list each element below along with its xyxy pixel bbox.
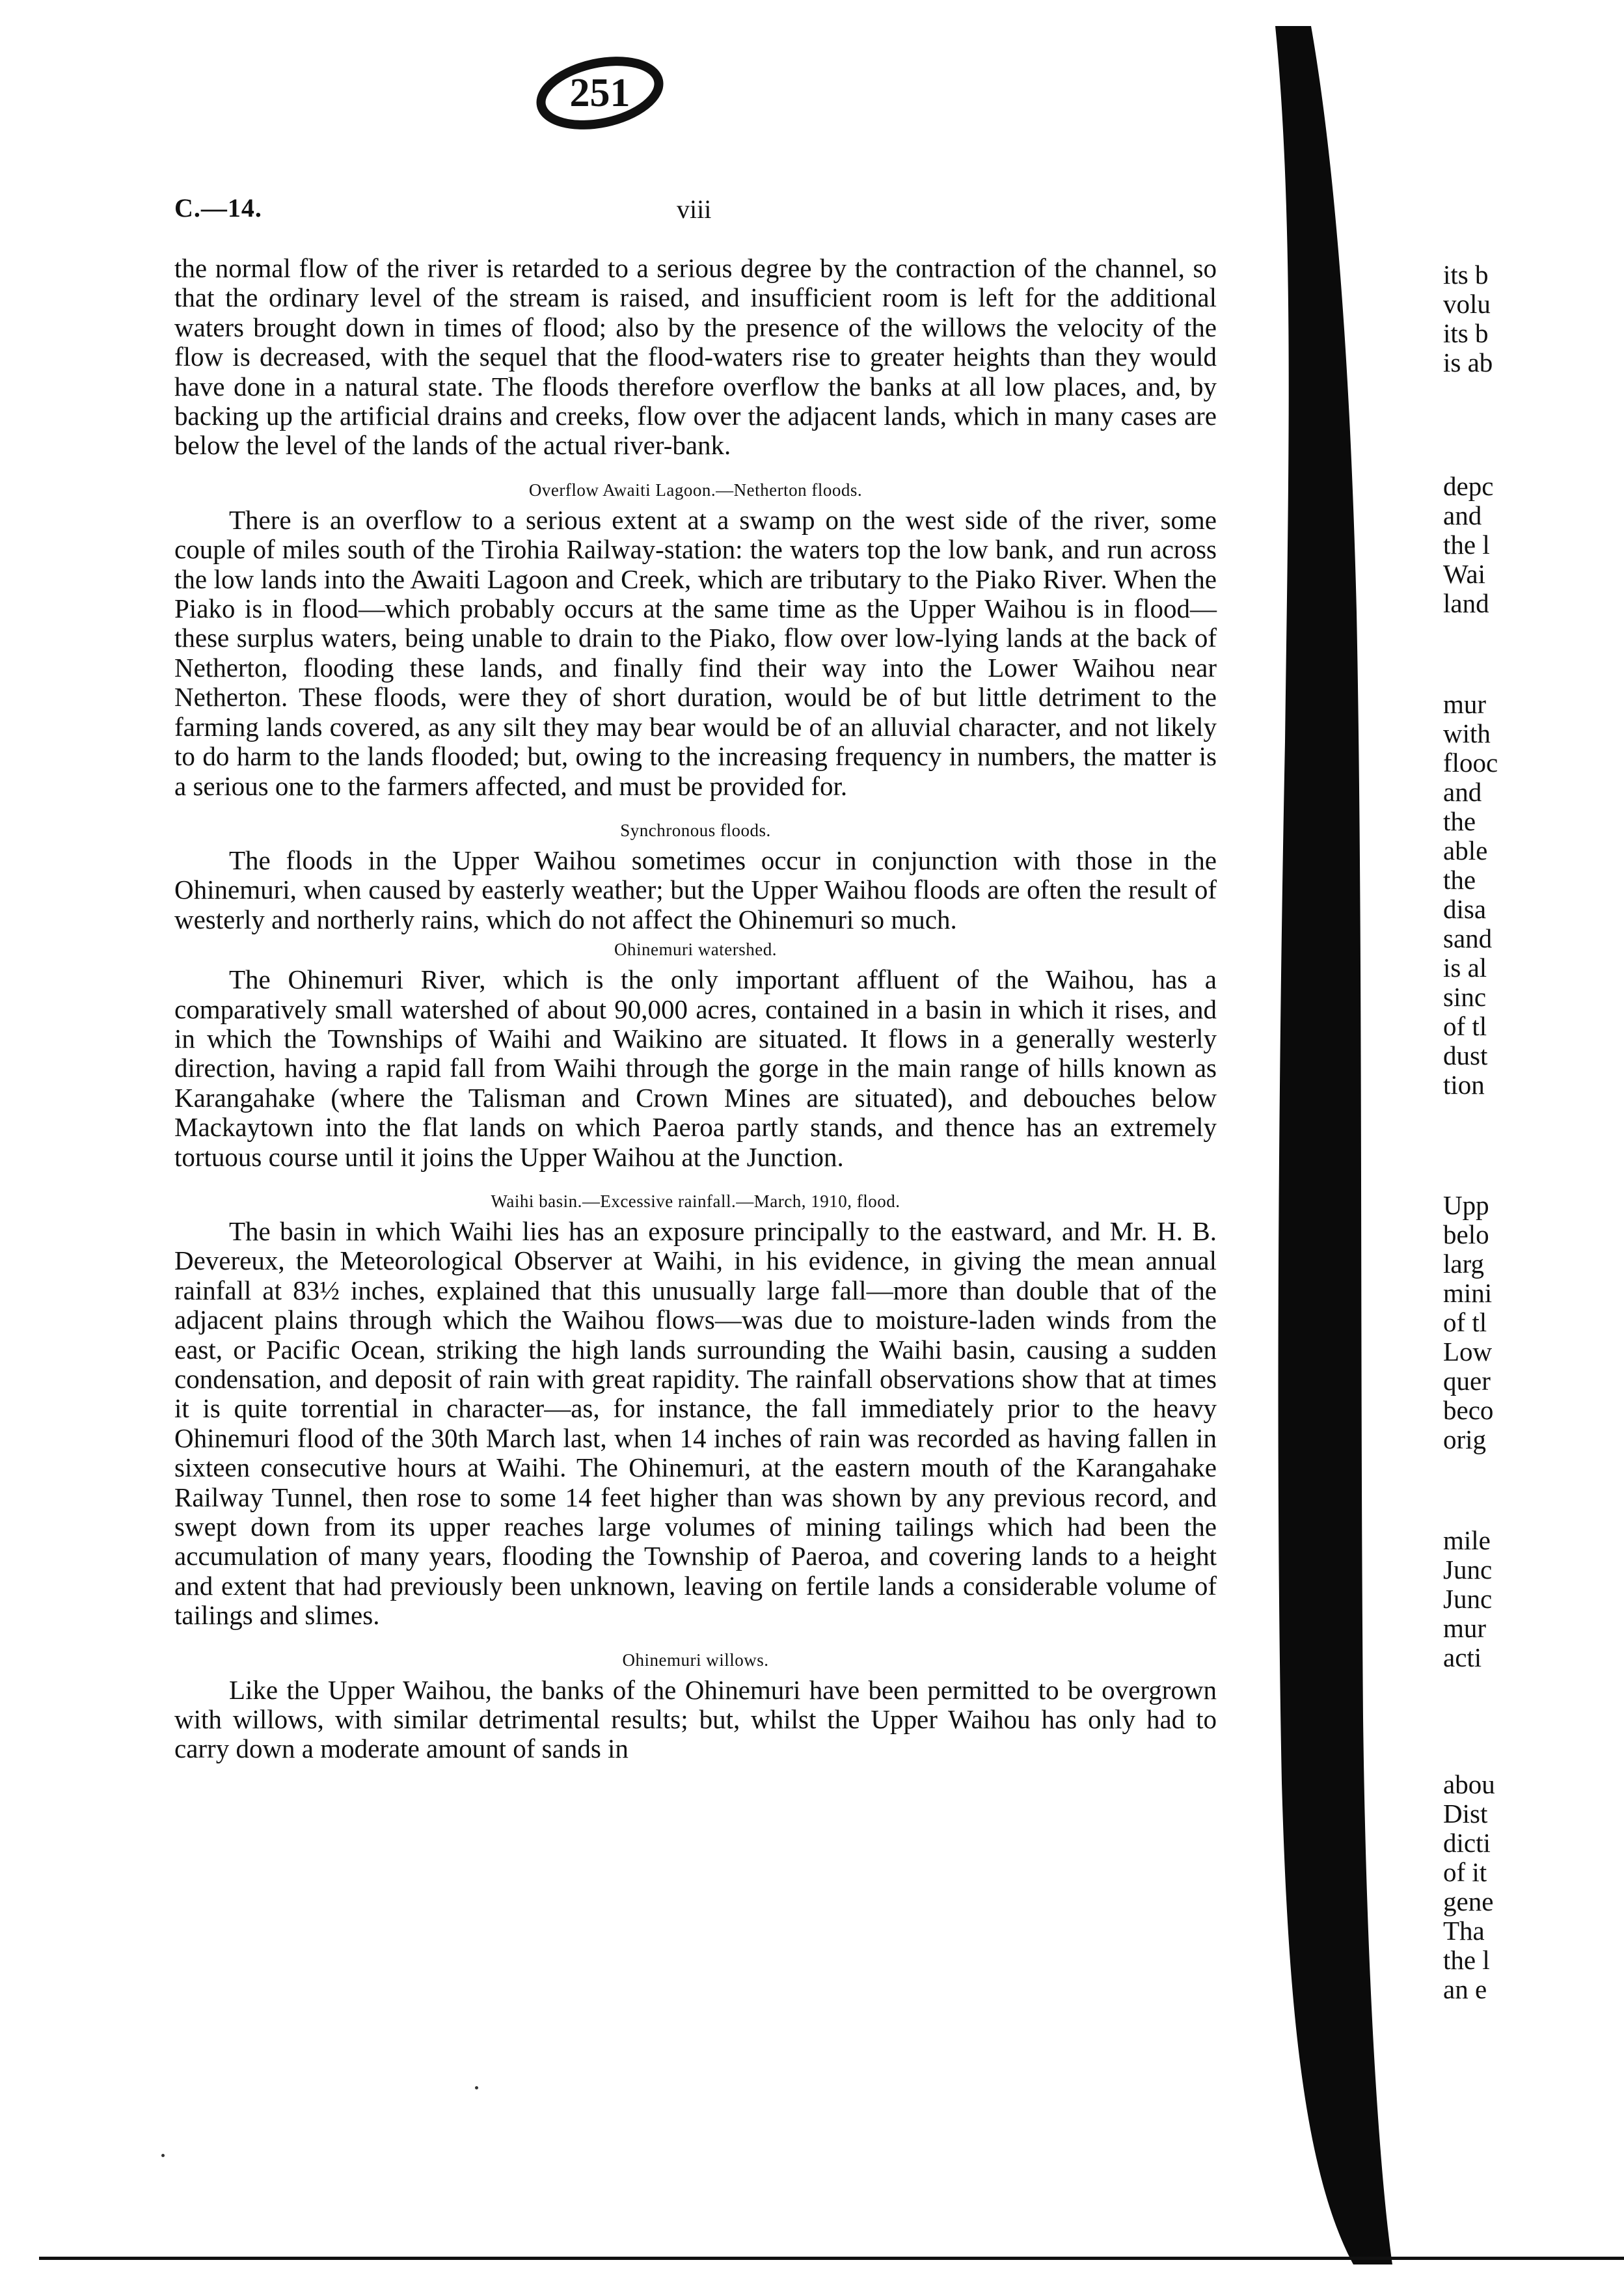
fragment-line: the [1443,807,1476,836]
paragraph: The floods in the Upper Waihou sometimes occur in conjunction with those in the Ohinemuri, when caused by easterly weather; but the Upper Waihou floods are often the result of westerly and northerly rains, which do not affect the Ohinemuri so much. [174,845,1217,934]
paragraph: Like the Upper Waihou, the banks of the Ohinemuri have been permitted to be overgrown with willows, with similar detrimental results; but, whilst the Upper Waihou has only had to carry down a moderate amount of sands in [174,1674,1217,1764]
fragment-line: depc [1443,472,1494,501]
fragment-line: abou [1443,1770,1495,1799]
fragment-line: acti [1443,1643,1482,1672]
page-number: viii [677,195,712,224]
document-code: C.—14. [174,193,262,223]
fragment-line: dust [1443,1041,1488,1070]
fragment-line: belo [1443,1220,1489,1249]
fragment-line: the [1443,865,1476,895]
fragment-line: larg [1443,1249,1485,1279]
fragment-line: the l [1443,1946,1490,1975]
speck [475,2086,478,2089]
section-heading: Ohinemuri willows. [622,1650,769,1670]
paragraph: The basin in which Waihi lies has an exposure principally to the eastward, and Mr. H. B. Devereux, the Meteorological Observer at Waihi, in his evidence, in giving the mean annual rainfall at 83½ inches, explained that this unusually large fall—more than double that of the adjacent plains through which the Waihou flows—was due to moisture-laden winds from the east, or Pacific Ocean, striking the high lands surrounding the Waihi basin, causing a sudden condensation, and deposit of rain with great rapidity. The rainfall observations show that at times it is quite torrential in character—as, for instance, the fall immediately prior to the heavy Ohinemuri flood of the 30th March last, when 14 inches of rain was recorded as having fallen in sixteen consecutive hours at Waihi. The Ohinemuri, at the eastern mouth of the Karangahake Railway Tunnel, then rose to some 14 feet higher than was shown by any previous record, and swept down from its upper reaches large volumes of mining tailings which had been the accumulation of many years, flooding the Township of Paeroa, and covering lands to a height and extent that had previously been unknown, leaving on fertile lands a considerable volume of tailings and slimes. [174,1216,1217,1631]
fragment-line: is al [1443,953,1487,983]
adjacent-page-fragments [1443,0,1624,2284]
bottom-rule [39,2257,1624,2260]
handwritten-page-stamp [527,49,670,133]
fragment-line: its b [1443,319,1489,348]
fragment-line: of tl [1443,1308,1487,1337]
fragment-line: able [1443,836,1488,865]
fragment-line: Dist [1443,1799,1488,1829]
fragment-line: Upp [1443,1191,1489,1220]
section-heading: Ohinemuri watershed. [614,940,777,960]
section-heading: Overflow Awaiti Lagoon.—Netherton floods. [528,480,863,500]
fragment-line: mile [1443,1526,1491,1555]
fragment-line: tion [1443,1070,1485,1100]
fragment-line: sand [1443,924,1493,953]
stamp-number: 251 [569,71,630,115]
section-heading: Synchronous floods. [620,820,771,840]
fragment-line: flooc [1443,748,1498,778]
fragment-line: sinc [1443,983,1487,1012]
speck [161,2154,165,2157]
main-text-column [174,254,1217,1764]
fragment-line: disa [1443,895,1487,924]
fragment-line: is ab [1443,348,1493,377]
fragment-line: mur [1443,690,1487,719]
fragment-line: Low [1443,1337,1493,1366]
fragment-line: Junc [1443,1555,1493,1584]
fragment-line: of tl [1443,1012,1487,1041]
fragment-line: Tha [1443,1916,1485,1946]
fragment-line: land [1443,589,1489,618]
paragraph: There is an overflow to a serious extent at a swamp on the west side of the river, some couple of miles south of the Tirohia Railway-station: the waters top the low bank, and run across the low lands into the Awaiti Lagoon and Creek, which are tributary to the Piako River. When the Piako is in flood—which probably occurs at the same time as the Upper Waihou is in flood—these surplus waters, being unable to drain to the Piako, flow over low-lying lands at the back of Netherton, flooding these lands, and finally find their way into the Lower Waihou near Netherton. These floods, were they of short duration, would be of but little detriment to the farming lands covered, as any silt they may bear would be of an alluvial character, and not likely to do harm to the lands flooded; but, owing to the increasing frequency in numbers, the matter is a serious one to the farmers affected, and must be provided for. [174,504,1217,801]
fragment-line: quer [1443,1366,1491,1396]
fragment-line: its b [1443,260,1489,290]
fragment-line: mur [1443,1614,1487,1643]
fragment-line: mini [1443,1279,1493,1308]
fragment-line: with [1443,719,1491,748]
fragment-line: Junc [1443,1584,1493,1614]
fragment-line: an e [1443,1975,1487,2004]
section-heading: Waihi basin.—Excessive rainfall.—March, 1910, flood. [491,1191,900,1211]
fragment-line: volu [1443,290,1491,319]
paragraph: The Ohinemuri River, which is the only important affluent of the Waihou, has a comparatively small watershed of about 90,000 acres, contained in a basin in which it rises, and in which the Townships of Waihi and Waikino are situated. It flows in a generally westerly direction, having a rapid fall from Waihi through the gorge in the main range of hills known as Karangahake (where the Talisman and Crown Mines are situated), and debouches below Mackaytown into the flat lands on which Paeroa partly stands, and thence has an extremely tortuous course until it joins the Upper Waihou at the Junction. [174,964,1217,1172]
fragment-line: gene [1443,1887,1494,1916]
fragment-line: beco [1443,1396,1494,1425]
fragment-line: orig [1443,1425,1487,1454]
fragment-line: of it [1443,1858,1487,1887]
binding-shadow [1249,26,1418,2264]
paragraph: the normal flow of the river is retarded to a serious degree by the contraction of the channel, so that the ordinary level of the stream is raised, and insufficient room is left for the additional waters brought down in times of flood; also by the presence of the willows the velocity of the flow is decreased, with the sequel that the flood-waters rise to greater heights than they would have done in a natural state. The floods therefore overflow the banks at all low places, and, by backing up the artificial drains and creeks, flow over the adjacent lands, which in many cases are below the level of the lands of the actual river-bank. [174,253,1217,461]
fragment-line: and [1443,778,1482,807]
fragment-line: Wai [1443,560,1486,589]
fragment-line: dicti [1443,1829,1491,1858]
fragment-line: and [1443,501,1482,530]
fragment-line: the l [1443,530,1490,560]
